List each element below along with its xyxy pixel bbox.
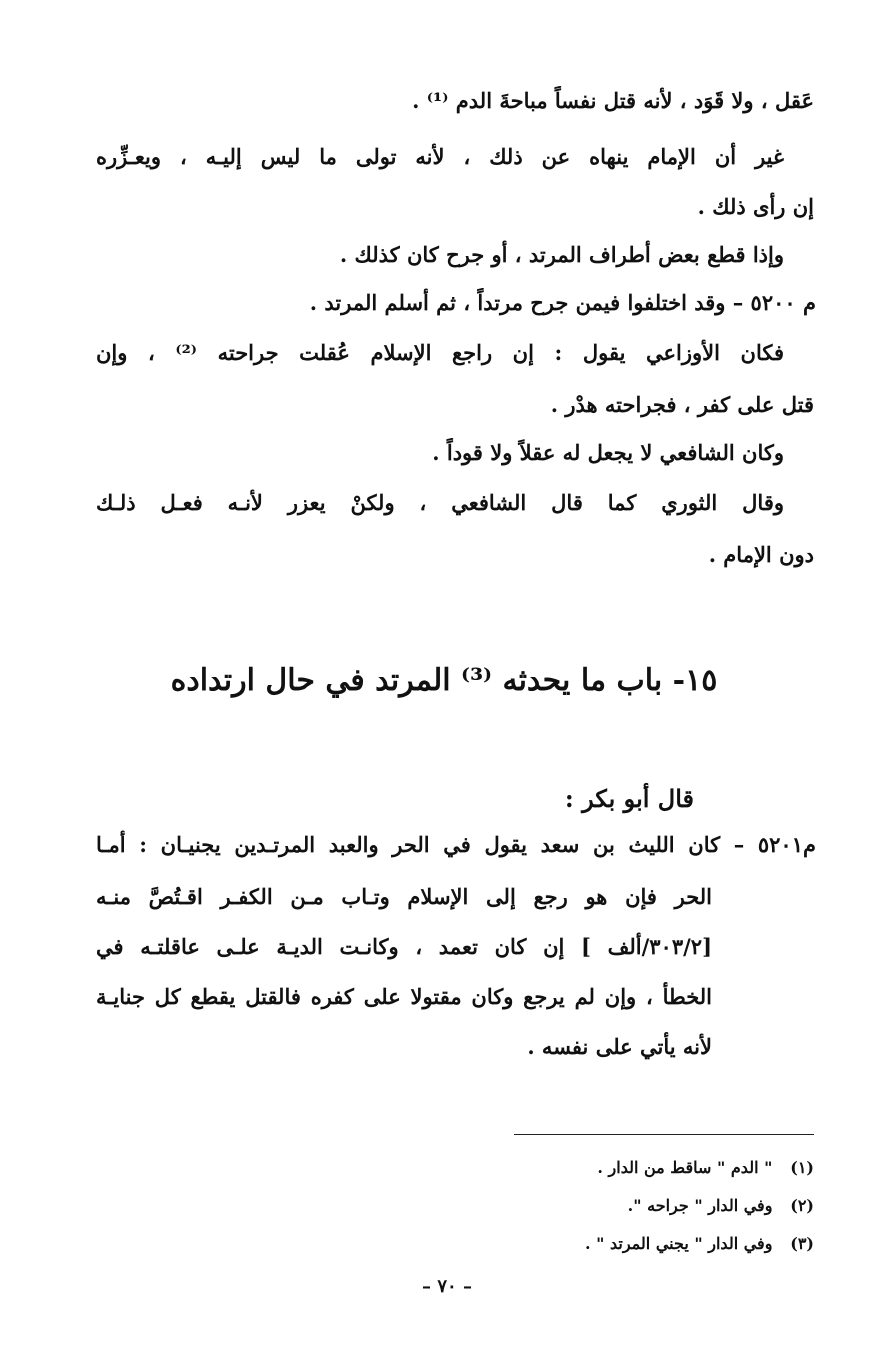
text-line-4: وإذا قطع بعض أطراف المرتد ، أو جرح كان كذلك . xyxy=(339,242,784,267)
footnote-text: وفي الدار " يجني المرتد " . xyxy=(584,1234,773,1253)
text-line-2: غير أن الإمام ينهاه عن ذلك ، لأنه تولى ما ليس إليـه ، ويعـزِّره xyxy=(96,144,784,169)
footnote-number: (٢) xyxy=(790,1196,814,1215)
footnote-number: (١) xyxy=(790,1158,814,1177)
footnote-1 xyxy=(314,1156,814,1180)
text-line-7: قتل على كفر ، فجراحته هدْر . xyxy=(550,392,814,417)
text-line-3: إن رأى ذلك . xyxy=(697,194,814,219)
footnote-text: وفي الدار " جراحه ". xyxy=(627,1196,773,1215)
footnote-3 xyxy=(314,1232,814,1256)
text-line-10: دون الإمام . xyxy=(708,542,814,567)
issue-5201: م٥٢٠١ – كان الليث بن سعد يقول في الحر والعبد المرتـدين يجنيـان : أمـا xyxy=(96,832,816,857)
issue-5200: م ٥٢٠٠ – وقد اختلفوا فيمن جرح مرتداً ، ثم أسلم المرتد . xyxy=(309,290,816,315)
page-number: – ٧٠ – xyxy=(422,1276,472,1297)
text-line-9: وقال الثوري كما قال الشافعي ، ولكنْ يعزر لأنـه فعـل ذلـك xyxy=(96,490,784,515)
text-line-1: عَقل ، ولا قَوَد ، لأنه قتل نفساً مباحةَ الدم ⁽¹⁾ . xyxy=(412,88,814,113)
footnote-2 xyxy=(314,1194,814,1218)
speaker-heading: قال أبو بكر : xyxy=(564,784,694,813)
text-line-14: [٣٠٣/٢/ألف ] إن كان تعمد ، وكانـت الديـة علـى عاقلتـه في xyxy=(96,934,712,959)
text-line-8: وكان الشافعي لا يجعل له عقلاً ولا قوداً . xyxy=(432,440,784,465)
footnote-number: (٣) xyxy=(790,1234,814,1253)
text-line-13: الحر فإن هو رجع إلى الإسلام وتـاب مـن الكفـر اقـتُصَّ منـه xyxy=(96,884,712,909)
footnote-text: " الدم " ساقط من الدار . xyxy=(597,1158,773,1177)
text-line-6: فكان الأوزاعي يقول : إن راجع الإسلام عُقلت جراحته ⁽²⁾ ، وإن xyxy=(96,340,784,365)
text-line-16: لأنه يأتي على نفسه . xyxy=(527,1034,712,1059)
footnote-divider xyxy=(514,1134,814,1135)
chapter-heading: ١٥- باب ما يحدثه ⁽³⁾ المرتد في حال ارتداده xyxy=(170,663,718,698)
text-line-15: الخطأ ، وإن لم يرجع وكان مقتولا على كفره فالقتل يقطع كل جنايـة xyxy=(96,984,712,1009)
